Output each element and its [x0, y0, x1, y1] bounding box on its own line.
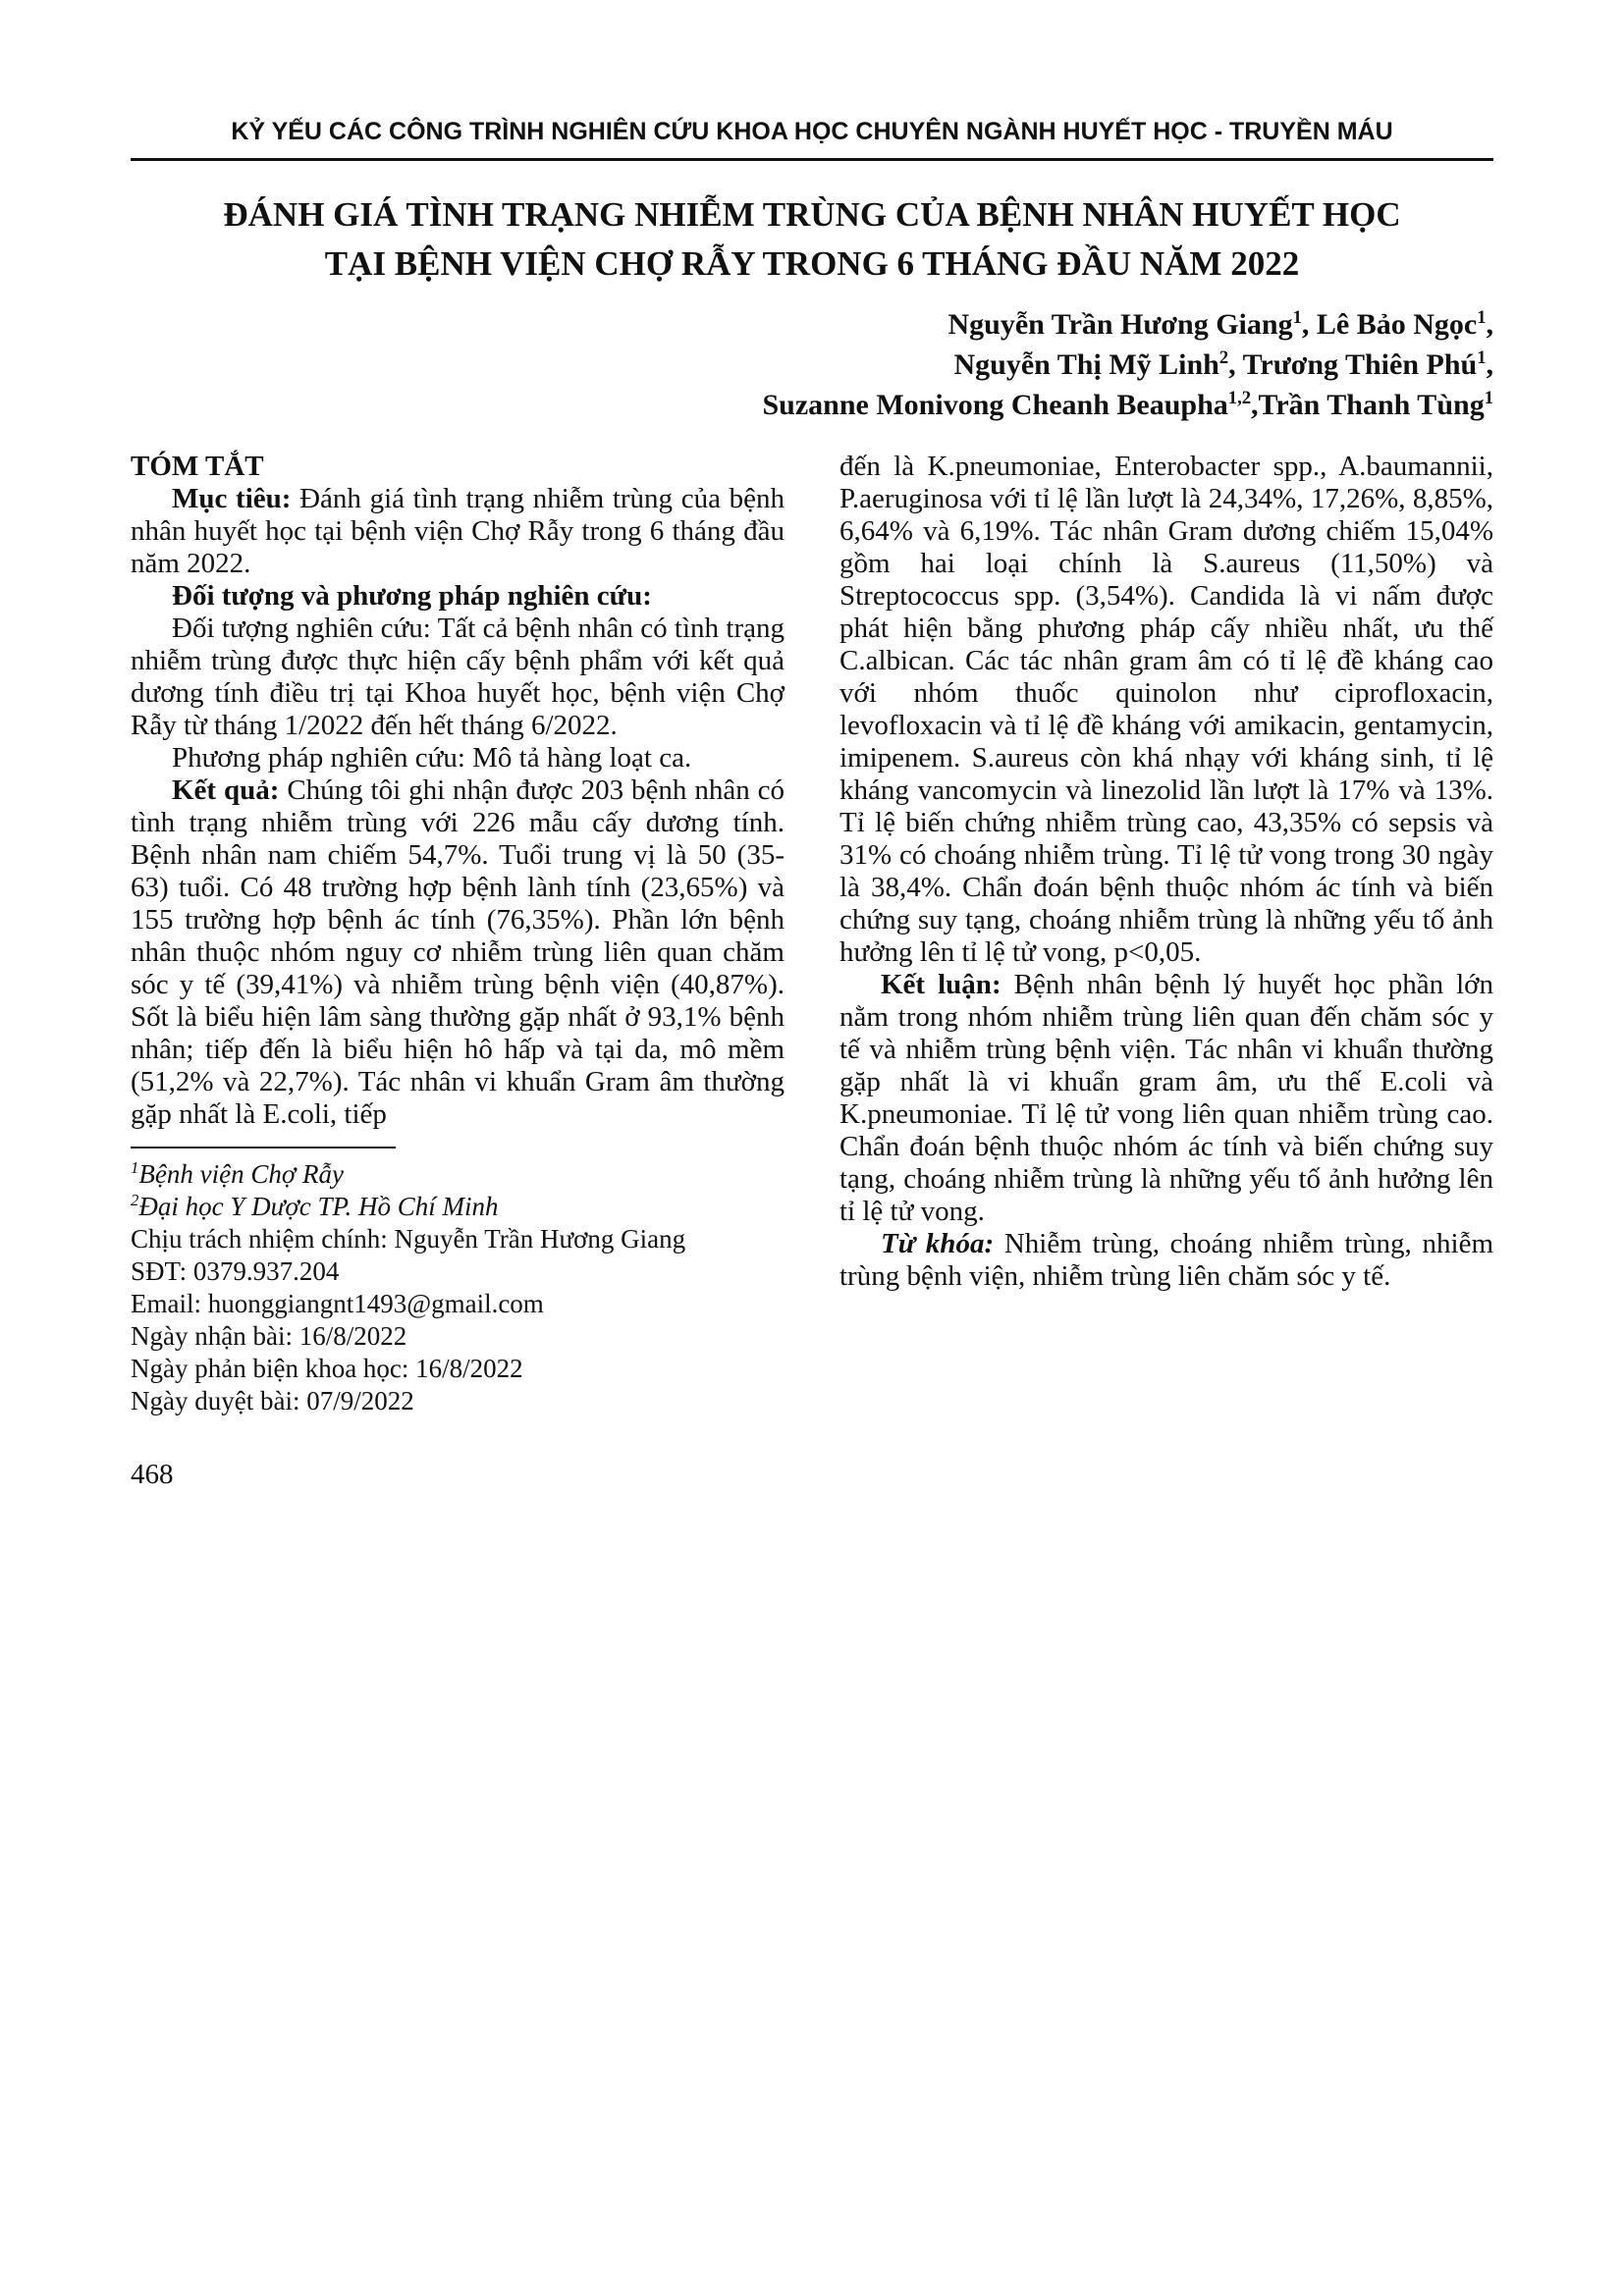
two-column-body: [131, 451, 1493, 1417]
author-line-2: [131, 345, 1493, 385]
text-run: Mục tiêu:: [172, 483, 292, 514]
abstract-heading: TÓM TẮT: [131, 451, 264, 482]
text-run: SĐT: 0379.937.204: [131, 1256, 340, 1286]
affiliation-2: [131, 1191, 785, 1223]
left-column-paragraphs: [131, 483, 785, 1131]
abstract-methods-heading: [131, 580, 785, 613]
text-run: Suzanne Monivong Cheanh Beaupha: [762, 389, 1228, 421]
text-run: Chúng tôi ghi nhận được 203 bệnh nhân có tình trạng nhiễm trùng với 226 mẫu cấy dương tính. Bệnh nhân nam chiếm 54,7%. Tuổi trung vị là 50 (35-63) tuổi. Có 48 trường hợp bệnh lành tính (23,65%) và 155 trường hợp bệnh ác tính (76,35%). Phần lớn bệnh nhân thuộc nhóm nguy cơ nhiễm trùng liên quan chăm sóc y tế (39,41%) và nhiễm trùng bệnh viện (40,87%). Sốt là biểu hiện lâm sàng thường gặp nhất ở 93,1% bệnh nhân; tiếp đến là biểu hiện hô hấp và tại da, mô mềm (51,2% và 22,7%). Tác nhân vi khuẩn Gram âm thường gặp nhất là E.coli, tiếp: [131, 774, 785, 1130]
text-run: , Lê Bảo Ngọc: [1301, 308, 1478, 341]
abstract-objective: [131, 483, 785, 580]
right-column: [839, 451, 1493, 1293]
superscript-marker: 1: [131, 1158, 139, 1177]
authors-block: [131, 304, 1493, 425]
text-run: Nguyễn Trần Hương Giang: [947, 308, 1293, 341]
corresponding-author: [131, 1223, 785, 1255]
text-run: Đại học Y Dược TP. Hồ Chí Minh: [138, 1192, 499, 1221]
phone: [131, 1255, 785, 1288]
text-run: Đánh giá tình trạng nhiễm trùng của bệnh nhân huyết học tại bệnh viện Chợ Rẫy trong 6 tháng đầu năm 2022.: [131, 483, 785, 579]
footnotes-block: [131, 1147, 785, 1417]
text-run: Kết quả:: [172, 774, 280, 806]
footnote-lines: [131, 1158, 785, 1417]
text-run: Nhiễm trùng, choáng nhiễm trùng, nhiễm trùng bệnh viện, nhiễm trùng liên chăm sóc y tế.: [839, 1228, 1494, 1292]
abstract-conclusion: [839, 969, 1493, 1228]
left-column: [131, 451, 785, 1417]
text-run: Phương pháp nghiên cứu: Mô tả hàng loạt ca.: [172, 742, 692, 774]
superscript-marker: 2: [1218, 347, 1229, 368]
article-title-line-1: ĐÁNH GIÁ TÌNH TRẠNG NHIỄM TRÙNG CỦA BỆNH NHÂN HUYẾT HỌC: [223, 195, 1401, 234]
affiliation-1: [131, 1158, 785, 1191]
superscript-marker: 1: [1477, 347, 1487, 368]
author-line-1: [131, 304, 1493, 345]
header-rule: [131, 158, 1493, 161]
abstract-results: [131, 774, 785, 1131]
footnote-rule: [131, 1147, 396, 1148]
date-reviewed: [131, 1353, 785, 1385]
text-run: Bệnh viện Chợ Rẫy: [138, 1159, 344, 1189]
article-title: [131, 190, 1493, 289]
email: [131, 1288, 785, 1320]
article-title-line-2: TẠI BỆNH VIỆN CHỢ RẪY TRONG 6 THÁNG ĐẦU NĂM 2022: [324, 244, 1300, 283]
text-run: Kết luận:: [881, 969, 1001, 1000]
abstract-subjects: [131, 613, 785, 742]
text-run: ,: [1486, 348, 1493, 381]
author-line-3: [131, 385, 1493, 425]
text-run: , Trương Thiên Phú: [1228, 348, 1478, 381]
text-run: Ngày nhận bài: 16/8/2022: [131, 1321, 407, 1351]
superscript-marker: 1,2: [1227, 388, 1252, 408]
abstract-keywords: [839, 1228, 1493, 1293]
date-received: [131, 1320, 785, 1353]
text-run: Ngày phản biện khoa học: 16/8/2022: [131, 1354, 523, 1383]
superscript-marker: 1: [1292, 307, 1302, 328]
running-head: KỶ YẾU CÁC CÔNG TRÌNH NGHIÊN CỨU KHOA HỌC CHUYÊN NGÀNH HUYẾT HỌC - TRUYỀN MÁU: [231, 118, 1393, 145]
page-number: 468: [131, 1459, 174, 1490]
text-run: Từ khóa:: [881, 1228, 995, 1259]
superscript-marker: 1: [1484, 388, 1493, 408]
abstract-results-continued: [839, 451, 1493, 969]
text-run: ,Trần Thanh Tùng: [1251, 389, 1485, 421]
text-run: Chịu trách nhiệm chính: Nguyễn Trần Hương Giang: [131, 1224, 686, 1254]
text-run: Bệnh nhân bệnh lý huyết học phần lớn nằm trong nhóm nhiễm trùng liên quan đến chăm sóc y tế và nhiễm trùng bệnh viện. Tác nhân vi khuẩn thường gặp nhất là vi khuẩn gram âm, ưu thế E.coli và K.pneumoniae. Tỉ lệ tử vong liên quan nhiễm trùng cao. Chẩn đoán bệnh thuộc nhóm ác tính và biến chứng suy tạng, choáng nhiễm trùng là những yếu tố ảnh hưởng lên tỉ lệ tử vong.: [839, 969, 1493, 1227]
text-run: ,: [1486, 308, 1493, 341]
superscript-marker: 2: [131, 1191, 139, 1209]
text-run: Ngày duyệt bài: 07/9/2022: [131, 1386, 414, 1415]
superscript-marker: 1: [1477, 307, 1487, 328]
text-run: Email: huonggiangnt1493@gmail.com: [131, 1289, 544, 1318]
date-accepted: [131, 1385, 785, 1417]
text-run: Đối tượng nghiên cứu: Tất cả bệnh nhân có tình trạng nhiễm trùng được thực hiện cấy bệnh phẩm với kết quả dương tính điều trị tại Khoa huyết học, bệnh viện Chợ Rẫy từ tháng 1/2022 đến hết tháng 6/2022.: [131, 613, 785, 741]
text-run: đến là K.pneumoniae, Enterobacter spp., A.baumannii, P.aeruginosa với tỉ lệ lần lượt là 24,34%, 17,26%, 8,85%, 6,64% và 6,19%. Tác nhân Gram dương chiếm 15,04% gồm hai loại chính là S.aureus (11,50%) và Streptococcus spp. (3,54%). Candida là vi nấm được phát hiện bằng phương pháp cấy nhiều nhất, ưu thế C.albican. Các tác nhân gram âm có tỉ lệ đề kháng cao với nhóm thuốc quinolon như ciprofloxacin, levofloxacin và tỉ lệ đề kháng với amikacin, gentamycin, imipenem. S.aureus còn khá nhạy với kháng sinh, tỉ lệ kháng vancomycin và linezolid lần lượt là 17% và 13%. Tỉ lệ biến chứng nhiễm trùng cao, 43,35% có sepsis và 31% có choáng nhiễm trùng. Tỉ lệ tử vong trong 30 ngày là 38,4%. Chẩn đoán bệnh thuộc nhóm ác tính và biến chứng suy tạng, choáng nhiễm trùng là những yếu tố ảnh hưởng lên tỉ lệ tử vong, p<0,05.: [839, 451, 1493, 968]
abstract-method: [131, 742, 785, 774]
page-header: [131, 118, 1493, 161]
text-run: Đối tượng và phương pháp nghiên cứu:: [172, 580, 652, 612]
text-run: Nguyễn Thị Mỹ Linh: [953, 348, 1219, 381]
